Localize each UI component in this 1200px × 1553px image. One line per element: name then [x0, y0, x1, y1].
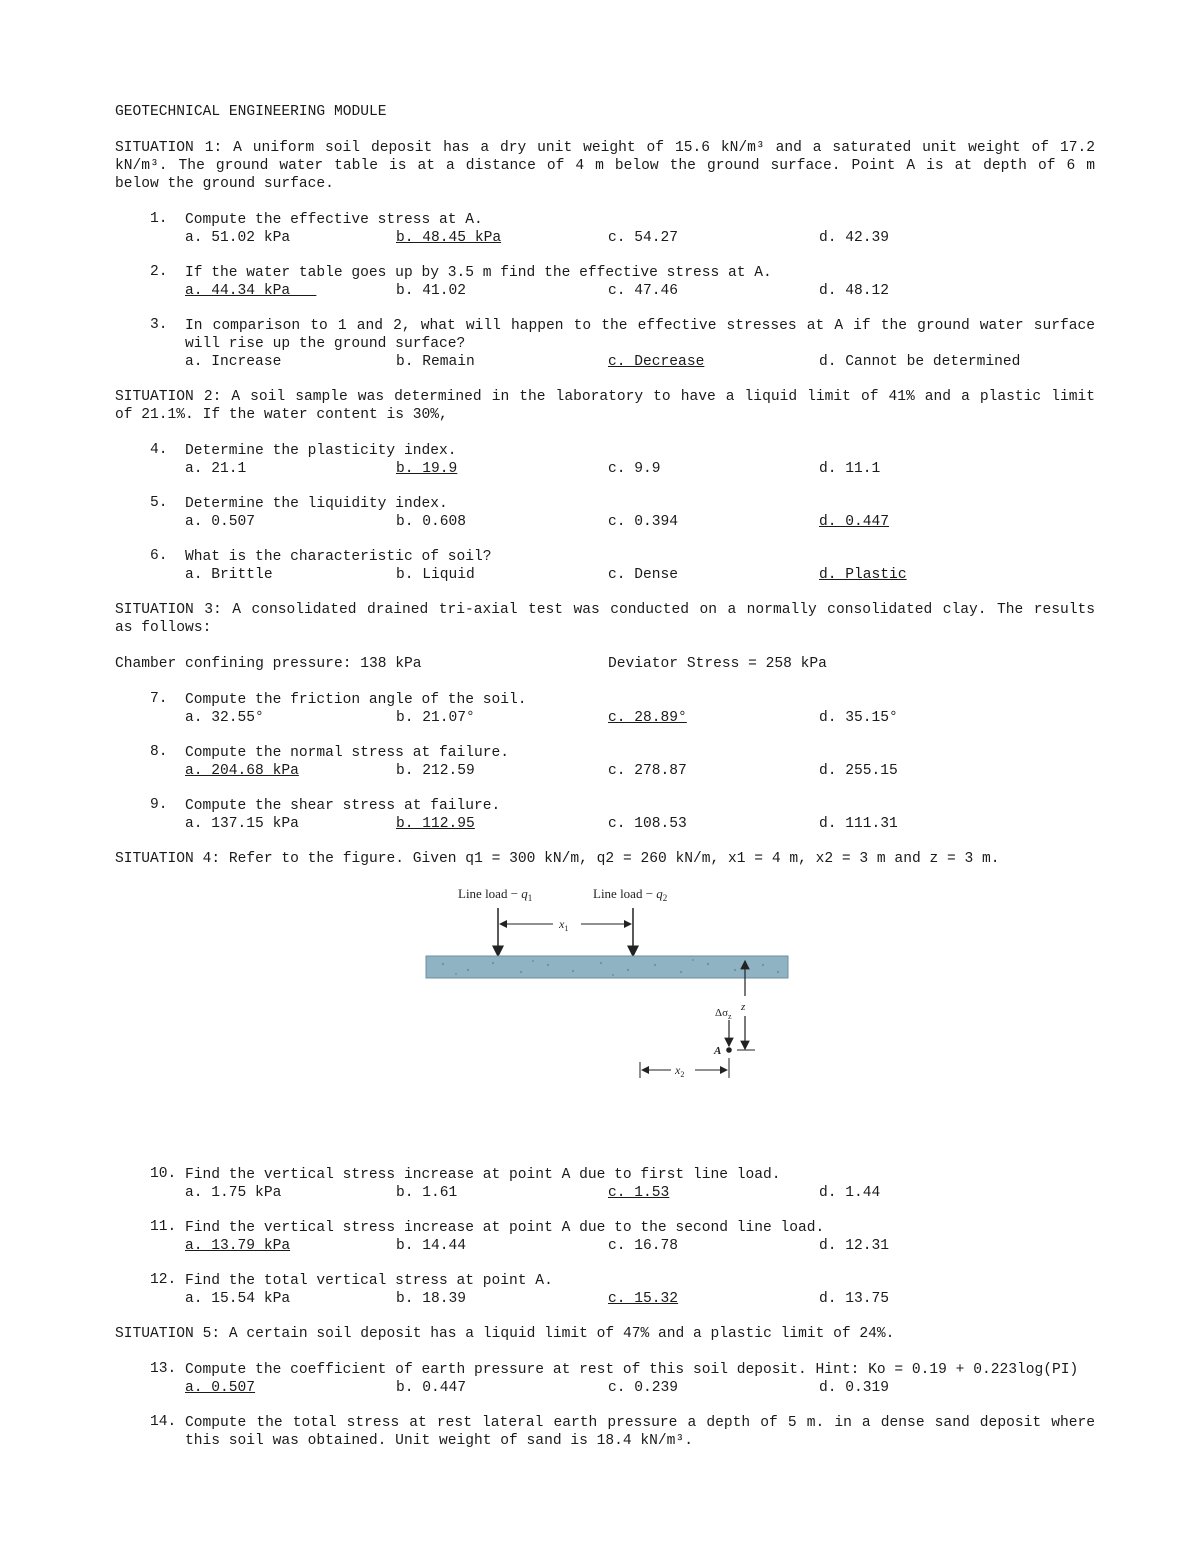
choice-c-correct: c. 15.32	[608, 1291, 679, 1307]
choice-a: a. 15.54 kPa	[185, 1291, 291, 1307]
question-text: Compute the coefficient of earth pressure at rest of this soil deposit. Hint: Ko = 0.19 + 0.223log(PI)	[185, 1362, 1079, 1378]
choice-c: c. 0.394	[608, 514, 679, 530]
choice-b: b. 1.61	[396, 1185, 458, 1201]
choice-c: c. 108.53	[608, 816, 687, 832]
question-text: In comparison to 1 and 2, what will happen to the effective stresses at A if the ground water surface will rise up the ground surface?	[185, 318, 1095, 352]
choice-d: d. 255.15	[819, 763, 898, 779]
question-14	[150, 1414, 1095, 1450]
question-number: 3.	[150, 317, 168, 333]
choice-a: a. Brittle	[185, 567, 273, 583]
question-number: 8.	[150, 744, 168, 760]
answer-choices	[185, 513, 1095, 531]
question-text: What is the characteristic of soil?	[185, 549, 492, 565]
choice-b: b. Liquid	[396, 567, 475, 583]
choice-c: c. 0.239	[608, 1380, 679, 1396]
question-number: 10.	[150, 1166, 177, 1182]
choice-b: b. 14.44	[396, 1238, 467, 1254]
question-number: 9.	[150, 797, 168, 813]
choice-d: d. Cannot be determined	[819, 354, 1021, 370]
line-load-2-label: Line load − $q_2$	[593, 886, 668, 903]
answer-choices	[185, 815, 1095, 833]
deviator-stress: Deviator Stress = 258 kPa	[608, 656, 827, 672]
answer-choices	[185, 762, 1095, 780]
question-text: Find the vertical stress increase at point A due to first line load.	[185, 1167, 781, 1183]
question-number: 11.	[150, 1219, 177, 1235]
choice-d: d. 42.39	[819, 230, 890, 246]
point-a-marker	[726, 1047, 732, 1053]
choice-d: d. 1.44	[819, 1185, 881, 1201]
question-9	[150, 797, 1095, 833]
answer-choices	[185, 229, 1095, 247]
choice-c: c. 9.9	[608, 461, 661, 477]
question-number: 12.	[150, 1272, 177, 1288]
choice-d: d. 111.31	[819, 816, 898, 832]
situation-3-text: SITUATION 3: A consolidated drained tri-axial test was conducted on a normally consolidated clay. The results as follows:	[115, 602, 1095, 636]
answer-choices	[185, 1184, 1095, 1202]
situation-4-text: SITUATION 4: Refer to the figure. Given q1 = 300 kN/m, q2 = 260 kN/m, x1 = 4 m, x2 = 3 m and z = 3 m.	[115, 851, 1000, 867]
answer-choices	[185, 709, 1095, 727]
point-a-label: A	[714, 1045, 722, 1057]
choice-b-correct: b. 48.45 kPa	[396, 230, 502, 246]
choice-a-correct: a. 13.79 kPa	[185, 1238, 291, 1254]
question-4	[150, 442, 1095, 478]
choice-d: d. 48.12	[819, 283, 890, 299]
choice-a: a. 51.02 kPa	[185, 230, 291, 246]
line-load-diagram	[423, 886, 793, 1086]
choice-c: c. 54.27	[608, 230, 679, 246]
document-title: GEOTECHNICAL ENGINEERING MODULE	[115, 104, 387, 120]
line-load-figure	[115, 886, 1095, 1138]
question-3	[150, 317, 1095, 371]
choice-d-correct: d. Plastic	[819, 567, 907, 583]
answer-choices	[185, 353, 1095, 371]
choice-d: d. 0.319	[819, 1380, 890, 1396]
choice-c: c. Dense	[608, 567, 679, 583]
situation-2-text: SITUATION 2: A soil sample was determined in the laboratory to have a liquid limit of 41% and a plastic limit of 21.1%. If the water content is 30%,	[115, 389, 1095, 423]
question-10	[150, 1166, 1095, 1202]
question-text: Find the vertical stress increase at point A due to the second line load.	[185, 1220, 825, 1236]
line-load-1-label: Line load − $q_1$	[458, 886, 533, 903]
question-number: 13.	[150, 1361, 177, 1377]
choice-a-correct: a. 204.68 kPa	[185, 763, 299, 779]
question-number: 14.	[150, 1414, 177, 1430]
choice-b: b. 212.59	[396, 763, 475, 779]
choice-b: b. Remain	[396, 354, 475, 370]
question-12	[150, 1272, 1095, 1308]
z-label: z	[741, 1001, 746, 1013]
answer-choices	[185, 460, 1095, 478]
choice-a-correct: a. 44.34 kPa	[185, 283, 317, 299]
choice-c-correct: c. Decrease	[608, 354, 705, 370]
question-text: Compute the shear stress at failure.	[185, 798, 501, 814]
soil-layer	[426, 956, 788, 978]
question-text: Compute the normal stress at failure.	[185, 745, 510, 761]
x1-label: $x_1$	[559, 917, 569, 933]
question-11	[150, 1219, 1095, 1255]
situation-1-text: SITUATION 1: A uniform soil deposit has a dry unit weight of 15.6 kN/m³ and a saturated unit weight of 17.2 kN/m³. The ground water table is at a distance of 4 m below the ground surface. Point A is at depth of 6 m below the ground surface.	[115, 140, 1095, 192]
choice-a: a. 0.507	[185, 514, 256, 530]
question-7	[150, 691, 1095, 727]
question-5	[150, 495, 1095, 531]
choice-b: b. 21.07°	[396, 710, 475, 726]
choice-d: d. 12.31	[819, 1238, 890, 1254]
question-6	[150, 548, 1095, 584]
choice-d: d. 11.1	[819, 461, 881, 477]
question-text: Compute the total stress at rest lateral earth pressure a depth of 5 m. in a dense sand deposit where this soil was obtained. Unit weight of sand is 18.4 kN/m³.	[185, 1415, 1095, 1449]
choice-c: c. 278.87	[608, 763, 687, 779]
choice-b: b. 41.02	[396, 283, 467, 299]
question-number: 5.	[150, 495, 168, 511]
question-number: 7.	[150, 691, 168, 707]
question-number: 6.	[150, 548, 168, 564]
choice-d-correct: d. 0.447	[819, 514, 890, 530]
choice-c-correct: c. 1.53	[608, 1185, 670, 1201]
choice-a: a. 21.1	[185, 461, 247, 477]
document-page	[115, 103, 1095, 1467]
question-13	[150, 1361, 1095, 1397]
choice-b: b. 0.608	[396, 514, 467, 530]
choice-b-correct: b. 112.95	[396, 816, 475, 832]
answer-choices	[185, 1379, 1095, 1397]
question-text: Find the total vertical stress at point A.	[185, 1273, 553, 1289]
choice-c-correct: c. 28.89°	[608, 710, 687, 726]
choice-a: a. 32.55°	[185, 710, 264, 726]
question-number: 2.	[150, 264, 168, 280]
answer-choices	[185, 1290, 1095, 1308]
answer-choices	[185, 282, 1095, 300]
question-text: If the water table goes up by 3.5 m find the effective stress at A.	[185, 265, 772, 281]
answer-choices	[185, 566, 1095, 584]
question-text: Compute the effective stress at A.	[185, 212, 483, 228]
answer-choices	[185, 1237, 1095, 1255]
choice-a: a. 1.75 kPa	[185, 1185, 282, 1201]
question-text: Compute the friction angle of the soil.	[185, 692, 527, 708]
question-2	[150, 264, 1095, 300]
choice-c: c. 16.78	[608, 1238, 679, 1254]
choice-d: d. 13.75	[819, 1291, 890, 1307]
question-text: Determine the plasticity index.	[185, 443, 457, 459]
delta-sigma-z-label: $\Delta\sigma_z$	[715, 1007, 732, 1021]
choice-c: c. 47.46	[608, 283, 679, 299]
question-text: Determine the liquidity index.	[185, 496, 448, 512]
situation-5-text: SITUATION 5: A certain soil deposit has a liquid limit of 47% and a plastic limit of 24%.	[115, 1326, 895, 1342]
choice-b-correct: b. 19.9	[396, 461, 458, 477]
given-values	[115, 655, 1095, 673]
confining-pressure: Chamber confining pressure: 138 kPa	[115, 656, 422, 672]
question-8	[150, 744, 1095, 780]
x2-label: $x_2$	[675, 1063, 685, 1079]
choice-b: b. 0.447	[396, 1380, 467, 1396]
question-number: 1.	[150, 211, 168, 227]
choice-a: a. Increase	[185, 354, 282, 370]
choice-a: a. 137.15 kPa	[185, 816, 299, 832]
question-number: 4.	[150, 442, 168, 458]
choice-a-correct: a. 0.507	[185, 1380, 256, 1396]
question-1	[150, 211, 1095, 247]
choice-d: d. 35.15°	[819, 710, 898, 726]
choice-b: b. 18.39	[396, 1291, 467, 1307]
